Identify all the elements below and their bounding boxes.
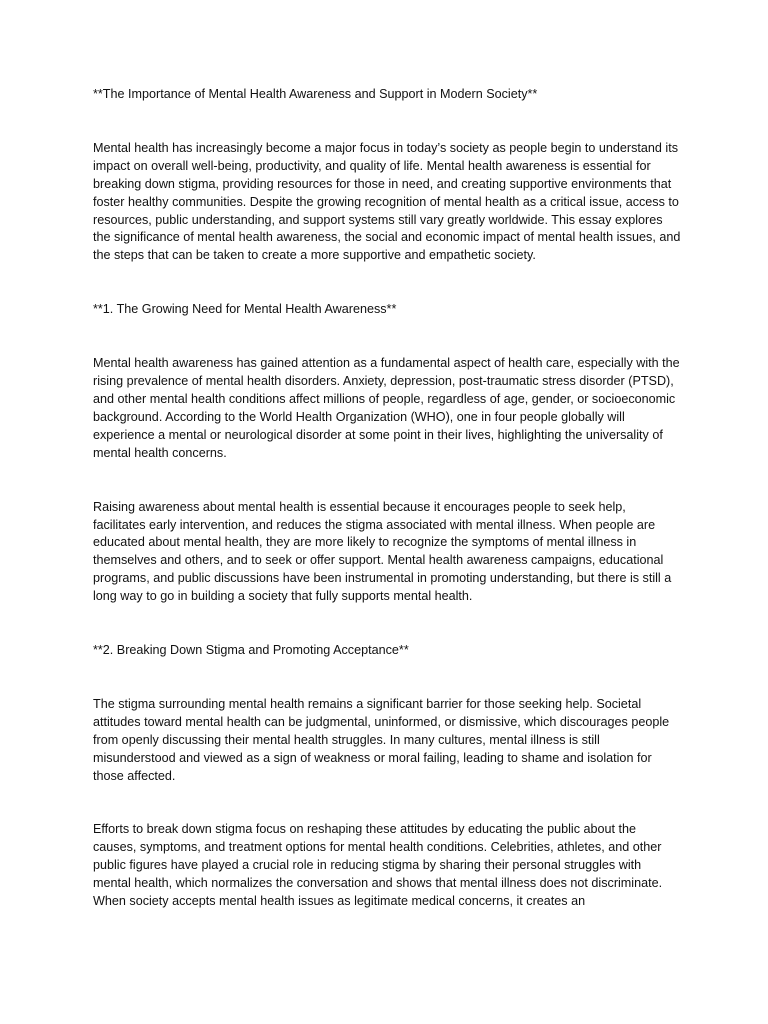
intro-paragraph: Mental health has increasingly become a major focus in today’s society as people begin to understand its impact on overall well-being, productivity, and quality of life. Mental health awareness is essential for breaking down stigma, providing resources for those in need, and creating supportive environments that foster healthy communities. Despite the growing recognition of mental health as a critical issue, access to resources, public understanding, and support systems still vary greatly worldwide. This essay explores the significance of mental health awareness, the social and economic impact of mental health issues, and the steps that can be taken to create a more supportive and empathetic society. (93, 140, 681, 263)
section-1-paragraph-2: Raising awareness about mental health is essential because it encourages people to seek help, facilitates early intervention, and reduces the stigma associated with mental illness. When people are educated about mental health, they are more likely to recognize the symptoms of mental illness in themselves and others, and to seek or offer support. Mental health awareness campaigns, educational programs, and public discussions have been instrumental in promoting understanding, but there is still a long way to go in building a society that fully supports mental health. (93, 499, 672, 604)
document-body (93, 86, 681, 911)
spacer (93, 785, 681, 821)
spacer (93, 319, 681, 355)
spacer (93, 660, 681, 696)
spacer (93, 265, 681, 301)
section-1-heading: **1. The Growing Need for Mental Health Awareness** (93, 302, 397, 317)
section-2-heading: **2. Breaking Down Stigma and Promoting Acceptance** (93, 643, 409, 658)
spacer (93, 463, 681, 499)
section-2-paragraph-1: The stigma surrounding mental health remains a significant barrier for those seeking help. Societal attitudes toward mental health can be judgmental, uninformed, or dismissive, which discourages people from openly discussing their mental health struggles. In many cultures, mental illness is still misunderstood and viewed as a sign of weakness or moral failing, leading to shame and isolation for those affected. (93, 696, 670, 783)
spacer (93, 104, 681, 140)
spacer (93, 606, 681, 642)
document-title: **The Importance of Mental Health Awareness and Support in Modern Society** (93, 87, 538, 101)
section-2-paragraph-2: Efforts to break down stigma focus on reshaping these attitudes by educating the public about the causes, symptoms, and treatment options for mental health conditions. Celebrities, athletes, and other public figures have played a crucial role in reducing stigma by sharing their personal struggles with mental health, which normalizes the conversation and shows that mental illness does not discriminate. When society accepts mental health issues as legitimate medical concerns, it creates an (93, 822, 663, 909)
section-1-paragraph-1: Mental health awareness has gained attention as a fundamental aspect of health care, especially with the rising prevalence of mental health disorders. Anxiety, depression, post-traumatic stress disorder (PTSD), and other mental health conditions affect millions of people, regardless of age, gender, or socioeconomic background. According to the World Health Organization (WHO), one in four people globally will experience a mental or neurological disorder at some point in their lives, highlighting the universality of mental health concerns. (93, 356, 680, 460)
